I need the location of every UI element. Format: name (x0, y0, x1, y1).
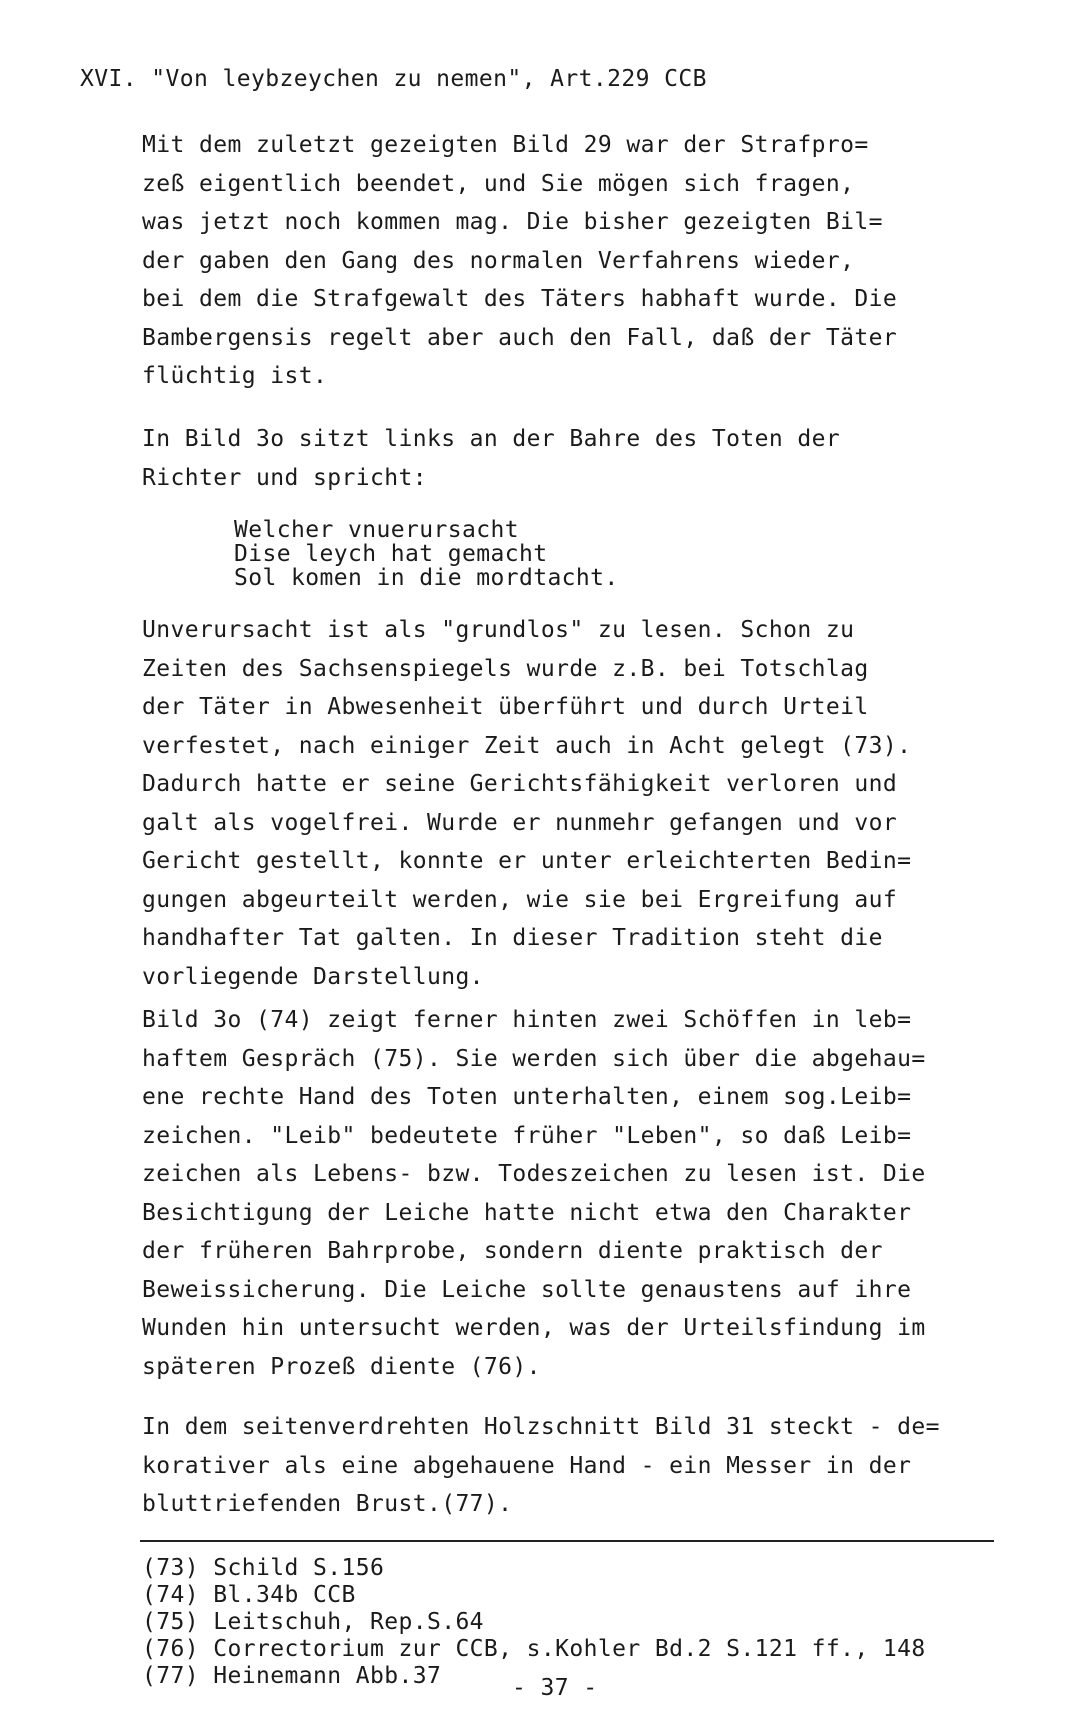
paragraph-5 (142, 1408, 1012, 1524)
text-line: bluttriefenden Brust.(77). (142, 1491, 513, 1517)
text-line: zeichen. "Leib" bedeutete früher "Leben", so daß Leib= (142, 1122, 912, 1149)
text-line: ene rechte Hand des Toten unterhalten, einem sog.Leib= (142, 1084, 912, 1110)
text-line: haftem Gespräch (75). Sie werden sich über die abgehau= (142, 1045, 926, 1072)
text-line: Bild 3o (74) zeigt ferner hinten zwei Schöffen in leb= (142, 1007, 912, 1033)
text-line: Richter und spricht: (142, 464, 427, 491)
text-line: Mit dem zuletzt gezeigten Bild 29 war der Strafpro= (142, 132, 869, 158)
text-line: was jetzt noch kommen mag. Die bisher gezeigten Bil= (142, 209, 883, 235)
text-line: der früheren Bahrprobe, sondern diente praktisch der (142, 1238, 883, 1264)
text-line: handhafter Tat galten. In dieser Tradition steht die (142, 925, 883, 951)
text-line: Wunden hin untersucht werden, was der Urteilsfindung im (142, 1315, 926, 1341)
text-line: flüchtig ist. (142, 363, 328, 389)
text-line: Unverursacht ist als "grundlos" zu lesen. Schon zu (142, 617, 855, 643)
text-line: zeichen als Lebens- bzw. Todeszeichen zu lesen ist. Die (142, 1161, 926, 1187)
footnote: (73) Schild S.156 (142, 1555, 385, 1581)
text-line: verfestet, nach einiger Zeit auch in Acht gelegt (73). (142, 732, 912, 759)
paragraph-1 (142, 126, 1012, 396)
text-line: der gaben den Gang des normalen Verfahrens wieder, (142, 247, 855, 274)
footnote-divider (140, 1540, 994, 1542)
text-line: bei dem die Strafgewalt des Täters habhaft wurde. Die (142, 286, 898, 312)
footnote: (74) Bl.34b CCB (142, 1582, 356, 1608)
paragraph-4 (142, 1001, 1012, 1386)
paragraph-3 (142, 611, 1012, 996)
text-line: Dadurch hatte er seine Gerichtsfähigkeit verloren und (142, 771, 898, 797)
text-line: In dem seitenverdrehten Holzschnitt Bild 31 steckt - de= (142, 1414, 940, 1440)
text-line: Beweissicherung. Die Leiche sollte genaustens auf ihre (142, 1276, 912, 1303)
text-line: In Bild 3o sitzt links an der Bahre des Toten der (142, 426, 841, 452)
text-line: gungen abgeurteilt werden, wie sie bei Ergreifung auf (142, 886, 898, 913)
verse-quote (234, 518, 619, 590)
text-line: galt als vogelfrei. Wurde er nunmehr gefangen und vor (142, 809, 898, 836)
text-line: Bambergensis regelt aber auch den Fall, daß der Täter (142, 324, 898, 351)
footnote: (76) Correctorium zur CCB, s.Kohler Bd.2 S.121 ff., 148 (142, 1636, 926, 1662)
footnote: (75) Leitschuh, Rep.S.64 (142, 1609, 484, 1635)
footnote: (77) Heinemann Abb.37 (142, 1663, 442, 1689)
verse-line: Welcher vnuerursacht (234, 517, 519, 543)
text-line: Besichtigung der Leiche hatte nicht etwa den Charakter (142, 1199, 912, 1226)
page-number: - 37 - (512, 1675, 598, 1701)
text-line: Gericht gestellt, konnte er unter erleichterten Bedin= (142, 848, 912, 874)
text-line: vorliegende Darstellung. (142, 963, 484, 990)
section-heading: XVI. "Von leybzeychen zu nemen", Art.229 CCB (80, 66, 707, 92)
text-line: korativer als eine abgehauene Hand - ein Messer in der (142, 1452, 912, 1479)
footnotes (142, 1555, 926, 1690)
verse-line: Sol komen in die mordtacht. (234, 565, 619, 591)
verse-line: Dise leych hat gemacht (234, 541, 548, 567)
text-line: der Täter in Abwesenheit überführt und durch Urteil (142, 694, 869, 720)
text-line: zeß eigentlich beendet, und Sie mögen sich fragen, (142, 170, 855, 197)
text-line: späteren Prozeß diente (76). (142, 1353, 541, 1380)
paragraph-2 (142, 420, 1012, 497)
text-line: Zeiten des Sachsenspiegels wurde z.B. bei Totschlag (142, 655, 869, 682)
